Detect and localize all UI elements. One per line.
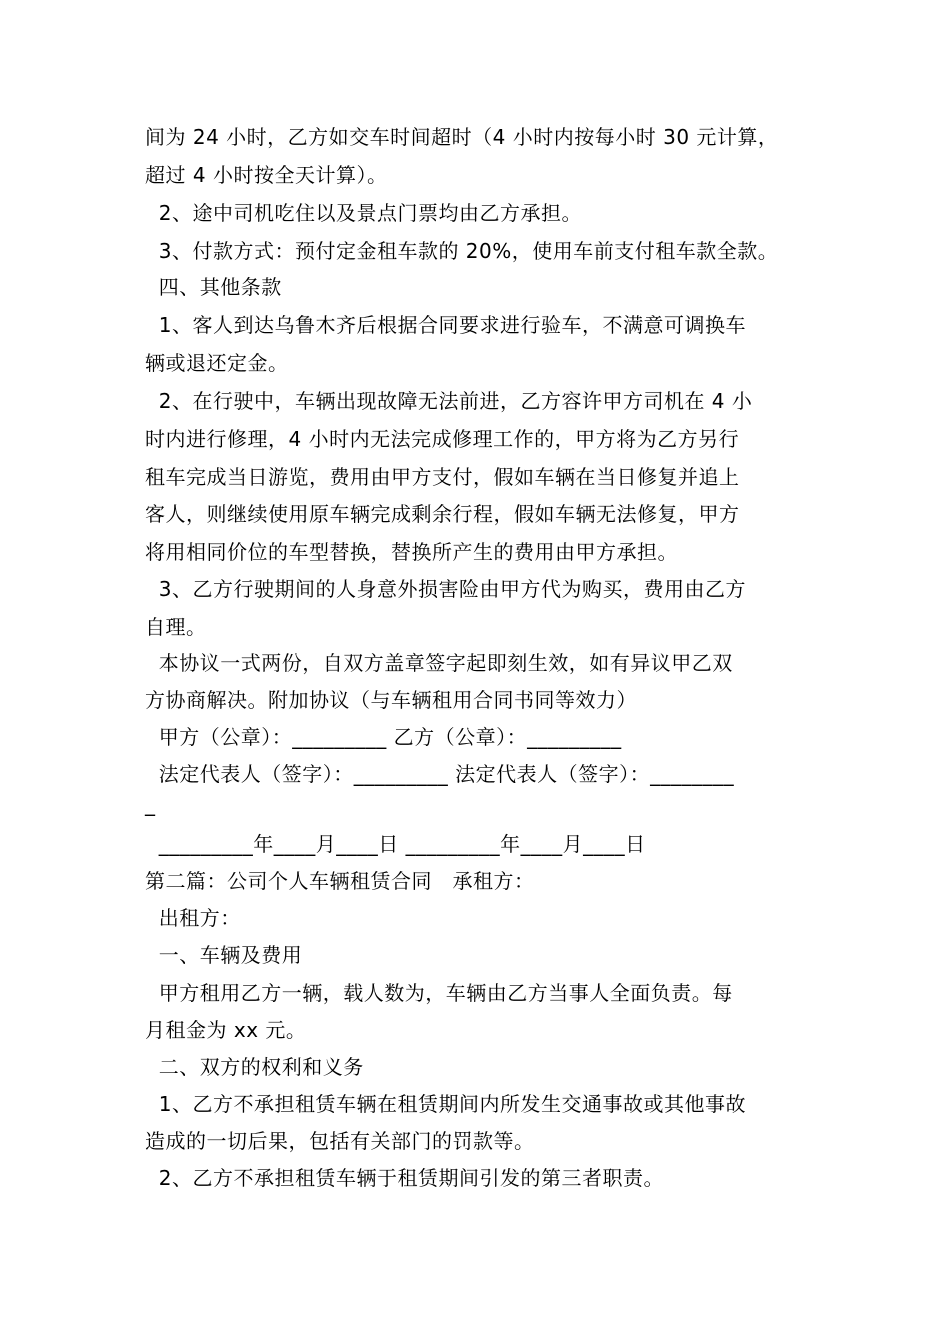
section-heading: 四、其他条款 [145,275,282,299]
text-line: 甲方租用乙方一辆，载人数为，车辆由乙方当事人全面负责。每 [145,981,733,1005]
text-line: 2、乙方不承担租赁车辆于租赁期间引发的第三者职责。 [145,1166,664,1190]
text-line: 租车完成当日游览，费用由甲方支付，假如车辆在当日修复并追上 [145,465,740,489]
text-line: 月租金为 xx 元。 [145,1018,307,1042]
text-line: 出租方： [145,906,241,930]
text-line: 1、客人到达乌鲁木齐后根据合同要求进行验车，不满意可调换车 [145,313,746,337]
section-title: 第二篇：公司个人车辆租赁合同 承租方： [145,869,535,893]
text-line: 辆或退还定金。 [145,351,289,375]
date-line: _________年____月____日 _________年____月____日 [145,832,646,856]
text-line: 自理。 [145,615,207,639]
signature-line-party: 甲方（公章）：_________ 乙方（公章）：_________ [145,725,622,749]
text-line: 2、在行驶中，车辆出现故障无法前进，乙方容许甲方司机在 4 小 [145,389,753,413]
text-line: 方协商解决。附加协议（与车辆租用合同书同等效力） [145,688,637,712]
text-line: 造成的一切后果，包括有关部门的罚款等。 [145,1129,535,1153]
signature-line-overflow: _ [145,792,156,816]
text-line: 本协议一式两份，自双方盖章签字起即刻生效，如有异议甲乙双 [145,651,733,675]
text-line: 间为 24 小时，乙方如交车时间超时（4 小时内按每小时 30 元计算， [145,125,779,149]
text-line: 1、乙方不承担租赁车辆在租赁期间内所发生交通事故或其他事故 [145,1092,746,1116]
text-line: 时内进行修理，4 小时内无法完成修理工作的，甲方将为乙方另行 [145,427,740,451]
signature-line-representative: 法定代表人（签字）：_________ 法定代表人（签字）：________ [145,762,735,786]
text-line: 将用相同价位的车型替换，替换所产生的费用由甲方承担。 [145,540,678,564]
text-line: 3、乙方行驶期间的人身意外损害险由甲方代为购买，费用由乙方 [145,577,746,601]
section-heading: 一、车辆及费用 [145,943,303,967]
section-heading: 二、双方的权利和义务 [145,1055,364,1079]
text-line: 3、付款方式：预付定金租车款的 20%，使用车前支付租车款全款。 [145,239,779,263]
text-line: 2、途中司机吃住以及景点门票均由乙方承担。 [145,201,582,225]
text-line: 超过 4 小时按全天计算）。 [145,163,388,187]
text-line: 客人，则继续使用原车辆完成剩余行程，假如车辆无法修复，甲方 [145,502,740,526]
